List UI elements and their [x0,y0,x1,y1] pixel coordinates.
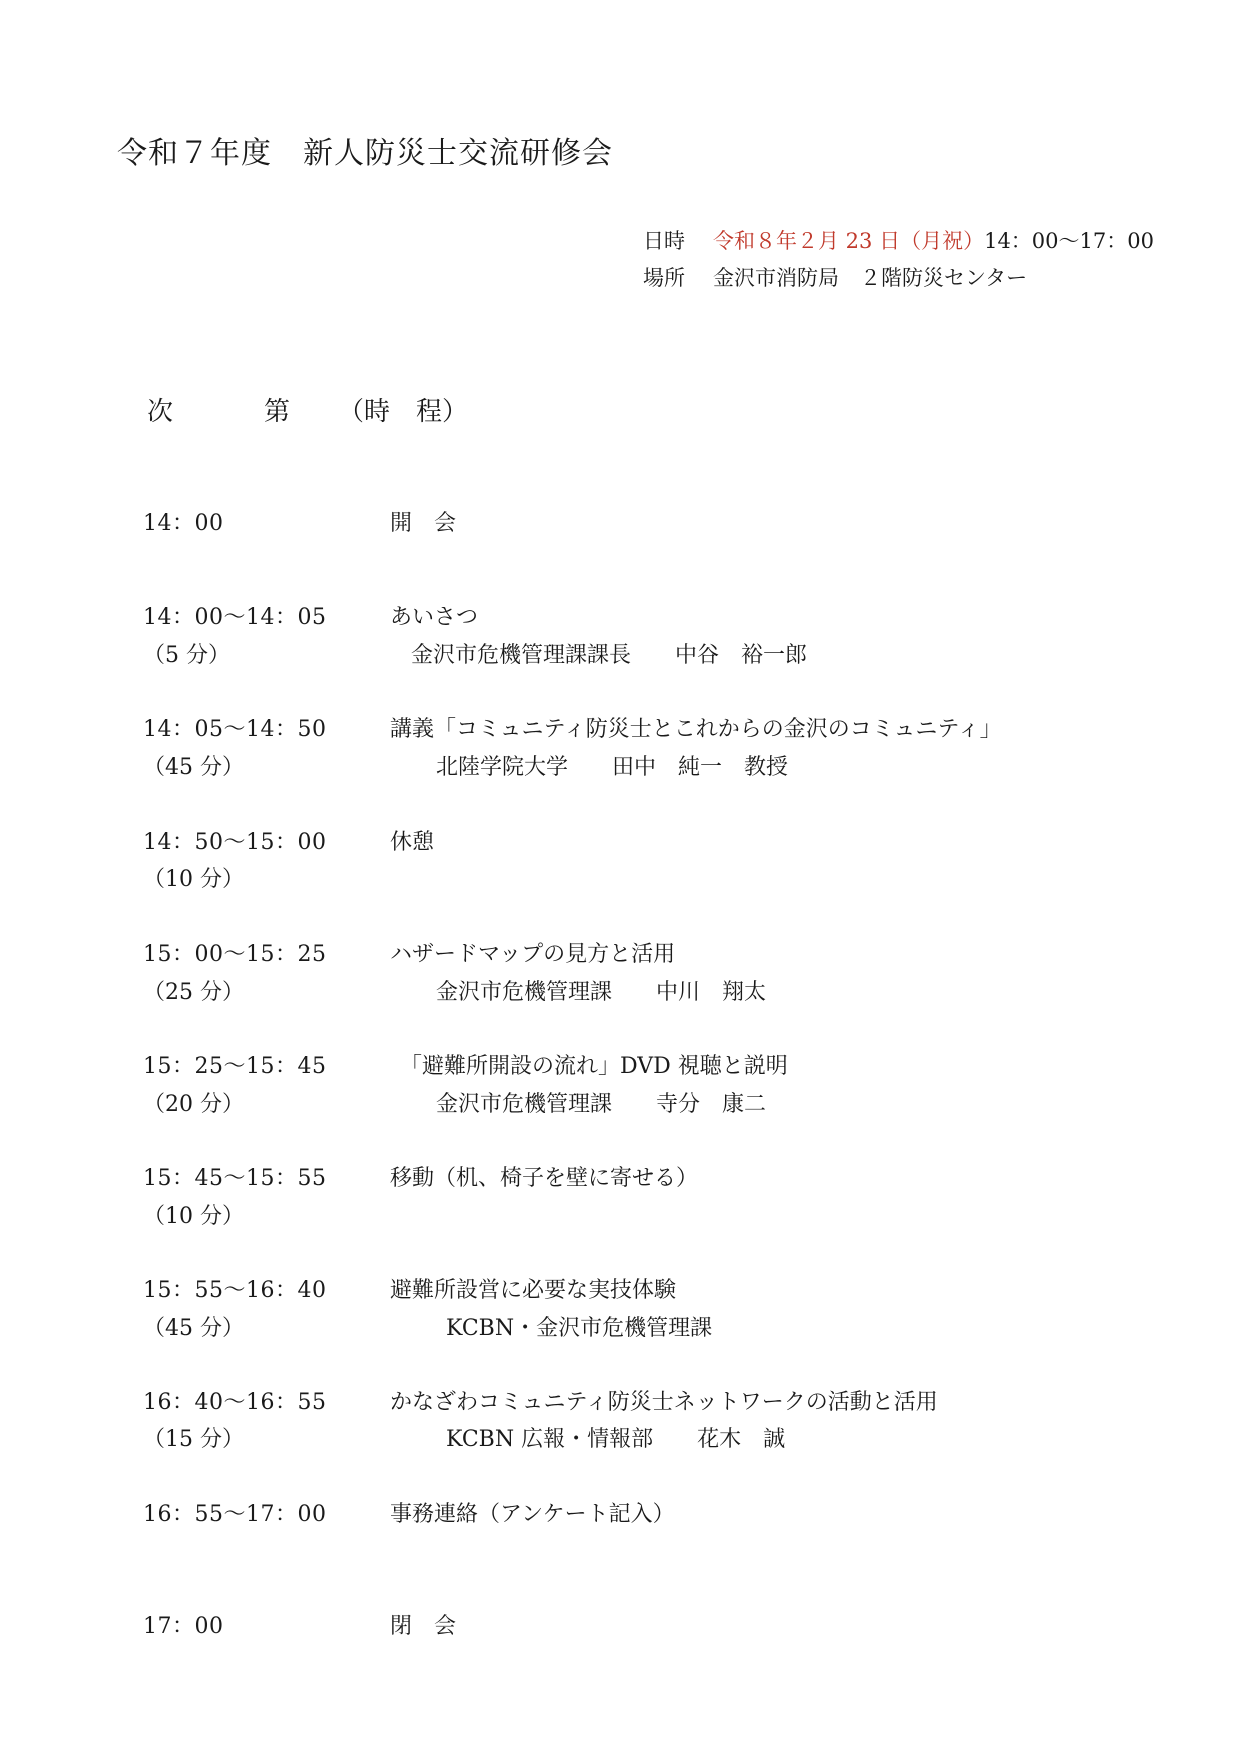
schedule-item: ハザードマップの見方と活用 [390,942,676,967]
schedule-item: 避難所設営に必要な実技体験 [390,1278,677,1303]
page-title: 令和７年度 新人防災士交流研修会 [117,136,613,171]
schedule-item: 開 会 [390,511,457,536]
schedule-time: 14：50～15：00 [143,830,327,855]
schedule-duration: （45 分） [143,755,244,780]
schedule-time: 14：05～14：50 [143,717,327,742]
schedule-time: 15：25～15：45 [143,1054,327,1079]
date-value: 令和８年２月 23 日（月祝） [713,229,985,253]
schedule-time: 16：40～16：55 [143,1390,327,1415]
schedule-detail: 金沢市危機管理課課長 中谷 裕一郎 [411,643,808,668]
heading-char-2: 第 [264,397,291,427]
schedule-time: 16：55～17：00 [143,1502,327,1527]
schedule-duration: （45 分） [143,1316,244,1341]
schedule-item: 閉 会 [390,1614,457,1639]
schedule-detail: KCBN 広報・情報部 花木 誠 [446,1427,786,1452]
schedule-duration: （25 分） [143,980,244,1005]
schedule-item: 移動（机、椅子を壁に寄せる） [390,1166,699,1191]
schedule-detail: 金沢市危機管理課 中川 翔太 [436,980,767,1005]
schedule-time: 17：00 [143,1614,224,1639]
section-heading [147,391,468,428]
schedule-duration: （10 分） [143,867,244,892]
schedule-duration: （20 分） [143,1092,244,1117]
date-line [643,225,1154,255]
schedule-item: あいさつ [390,605,479,630]
schedule-item: 事務連絡（アンケート記入） [390,1502,675,1527]
schedule-time: 15：45～15：55 [143,1166,327,1191]
schedule-time: 14：00 [143,511,224,536]
schedule-item: 休憩 [390,830,435,855]
place-line [643,262,1027,292]
place-label: 場所 [643,266,685,290]
date-label: 日時 [643,229,685,253]
schedule-item: かなざわコミュニティ防災士ネットワークの活動と活用 [390,1390,938,1415]
schedule-time: 15：00～15：25 [143,942,327,967]
heading-char-1: 次 [147,397,174,427]
schedule-duration: （15 分） [143,1427,244,1452]
schedule-detail: KCBN・金沢市危機管理課 [446,1316,713,1341]
schedule-duration: （10 分） [143,1204,244,1229]
time-value: 14：00～17：00 [984,229,1154,253]
schedule-item: 「避難所開設の流れ」DVD 視聴と説明 [400,1054,788,1079]
schedule-item: 講義「コミュニティ防災士とこれからの金沢のコミュニティ」 [390,717,1002,742]
schedule-detail: 北陸学院大学 田中 純一 教授 [436,755,789,780]
place-value: 金沢市消防局 ２階防災センター [713,266,1028,290]
schedule-duration: （5 分） [143,643,230,668]
schedule-detail: 金沢市危機管理課 寺分 康二 [436,1092,767,1117]
schedule-time: 14：00～14：05 [143,605,327,630]
heading-sub: （時 程） [338,397,469,427]
schedule-time: 15：55～16：40 [143,1278,327,1303]
